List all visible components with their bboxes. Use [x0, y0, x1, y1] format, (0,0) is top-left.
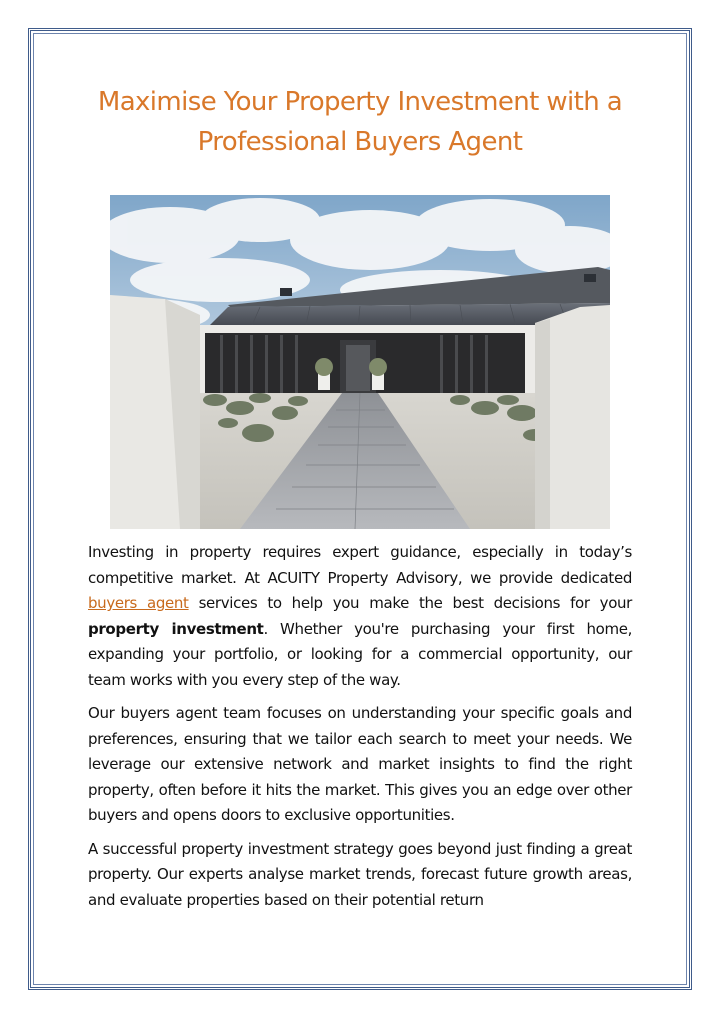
bold-property-investment: property investment — [88, 619, 264, 638]
title-line-1: Maximise Your Property Investment with a — [97, 87, 623, 117]
paragraph-2: Our buyers agent team focuses on understanding your specific goals and preferences, ensuring that we tailor each search to meet your needs. We leverage our extensive network and market insights to find the right property, often before it hits the market. This gives you an edge over other buyers and opens doors to exclusive opportunities. — [88, 704, 632, 824]
page-title — [40, 82, 680, 162]
paragraph-1-part-2: services to help you make the best decisions for your — [188, 594, 632, 612]
hero-photo — [110, 195, 610, 529]
title-line-2: Professional Buyers Agent — [197, 127, 523, 157]
buyers-agent-link[interactable]: buyers agent — [88, 594, 189, 612]
article-body — [88, 540, 632, 921]
paragraph-3: A successful property investment strategy goes beyond just finding a great property. Our experts analyse market trends, forecast future growth areas, and evaluate properties based on their potential return — [88, 839, 632, 909]
paragraph-1-part-3: . Whether you're purchasing your first home, expanding your portfolio, or looking for a commercial opportunity, our team works with you every step of the way. — [88, 619, 633, 689]
paragraph-1 — [88, 540, 632, 693]
paragraph-1-part-1: Investing in property requires expert guidance, especially in today’s competitive market. At ACUITY Property Advisory, we provide dedicated — [88, 543, 632, 587]
